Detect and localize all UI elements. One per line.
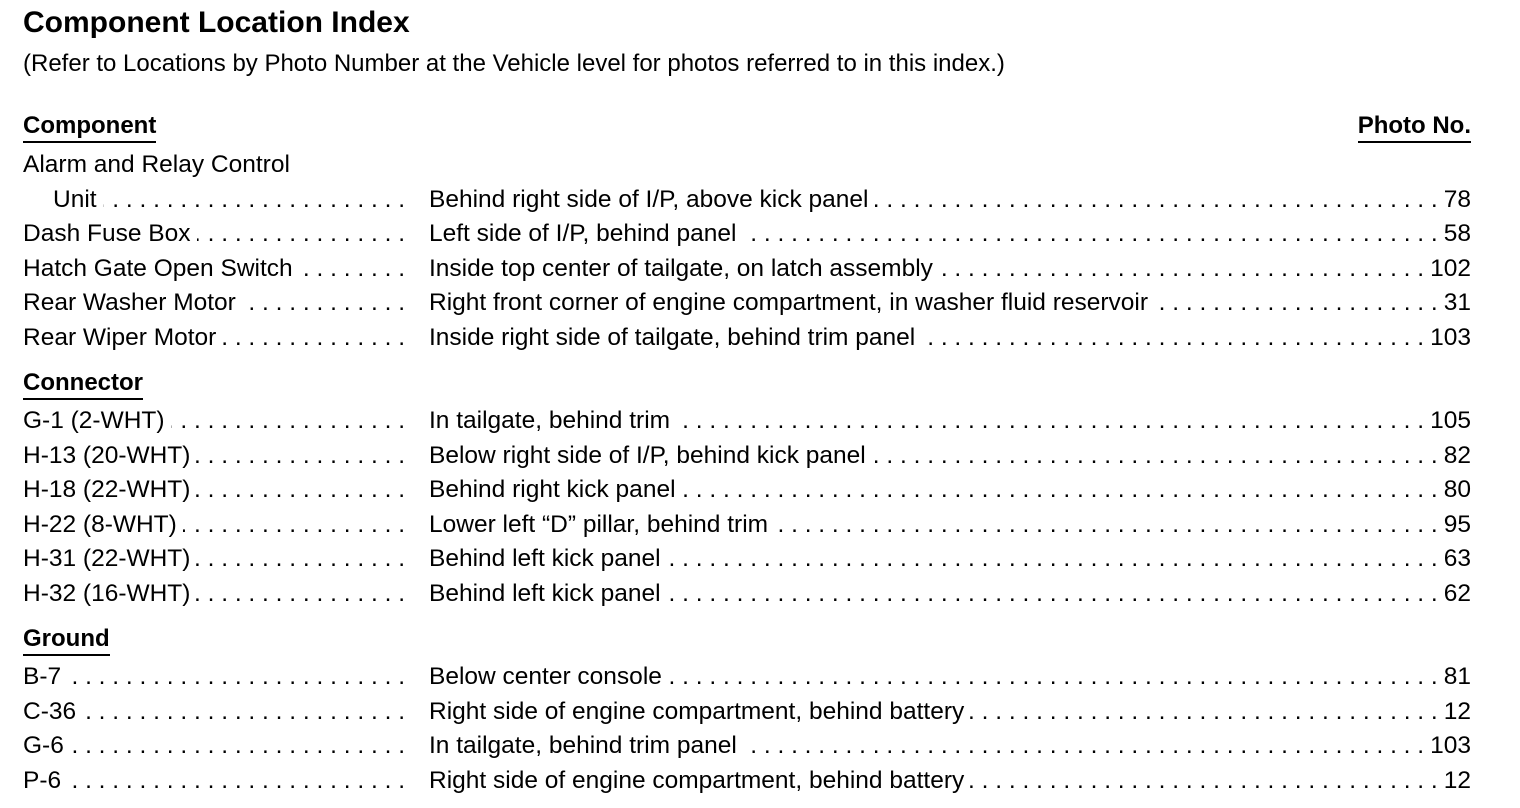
component-location: Right front corner of engine compartment, in washer fluid reservoir . . . 31 [429, 286, 1471, 320]
photo-number: 12 [1443, 767, 1471, 794]
component-header: Component [23, 111, 156, 143]
connector-location: Behind left kick panel . . . 63 [429, 542, 1471, 576]
connector-location: Lower left “D” pillar, behind trim . . . 95 [429, 508, 1471, 542]
photo-number: 31 [1443, 289, 1471, 316]
connector-row [23, 508, 1471, 542]
photo-number: 58 [1443, 220, 1471, 247]
ground-row [23, 660, 1471, 694]
component-row [23, 321, 1471, 355]
photo-number: 12 [1443, 698, 1471, 725]
connector-location: In tailgate, behind trim . . . 105 [429, 404, 1471, 438]
page-subtitle: (Refer to Locations by Photo Number at the Vehicle level for photos referred to in this index.) [23, 50, 1005, 77]
photo-number: 103 [1430, 324, 1471, 351]
ground-row [23, 764, 1471, 798]
photo-number: 62 [1443, 580, 1471, 607]
component-name: Hatch Gate Open Switch . . . [23, 252, 411, 286]
component-name: Dash Fuse Box . . . [23, 217, 411, 251]
ground-name: B-7 . . . [23, 660, 411, 694]
connector-row [23, 542, 1471, 576]
ground-location: Right side of engine compartment, behind battery . . . 12 [429, 764, 1471, 798]
connector-name: G-1 (2-WHT) . . . [23, 404, 411, 438]
ground-name: P-6 . . . [23, 764, 411, 798]
ground-row [23, 729, 1471, 763]
photo-no-header: Photo No. [1358, 111, 1471, 143]
component-location: Left side of I/P, behind panel . . . 58 [429, 217, 1471, 251]
photo-number: 105 [1430, 407, 1471, 434]
component-row [23, 217, 1471, 251]
ground-header: Ground [23, 624, 110, 656]
component-name: Rear Washer Motor . . . [23, 286, 411, 320]
photo-number: 80 [1443, 476, 1471, 503]
ground-location: In tailgate, behind trim panel . . . 103 [429, 729, 1471, 763]
component-location: Inside right side of tailgate, behind trim panel . . . 103 [429, 321, 1471, 355]
connector-name: H-22 (8-WHT) . . . [23, 508, 411, 542]
component-name: Unit . . . [53, 183, 411, 217]
component-name: Alarm and Relay Control [23, 151, 290, 178]
connector-header: Connector [23, 368, 143, 400]
connector-row [23, 577, 1471, 611]
ground-name: G-6 . . . [23, 729, 411, 763]
photo-number: 78 [1443, 186, 1471, 213]
component-row [23, 183, 1471, 217]
connector-location: Behind left kick panel . . . 62 [429, 577, 1471, 611]
component-location: Inside top center of tailgate, on latch assembly . . . 102 [429, 252, 1471, 286]
photo-number: 102 [1430, 255, 1471, 282]
page-title: Component Location Index [23, 6, 410, 39]
connector-name: H-13 (20-WHT) . . . [23, 439, 411, 473]
ground-location: Below center console . . . 81 [429, 660, 1471, 694]
ground-row [23, 695, 1471, 729]
connector-name: H-32 (16-WHT) . . . [23, 577, 411, 611]
photo-number: 103 [1430, 732, 1471, 759]
connector-location: Behind right kick panel . . . 80 [429, 473, 1471, 507]
photo-number: 95 [1443, 511, 1471, 538]
photo-number: 81 [1443, 663, 1471, 690]
component-name-line [23, 148, 1471, 182]
component-location: Behind right side of I/P, above kick panel . . . 78 [429, 183, 1471, 217]
ground-name: C-36 . . . [23, 695, 411, 729]
connector-location: Below right side of I/P, behind kick panel . . . 82 [429, 439, 1471, 473]
photo-number: 63 [1443, 545, 1471, 572]
component-row [23, 252, 1471, 286]
connector-name: H-31 (22-WHT) . . . [23, 542, 411, 576]
connector-row [23, 404, 1471, 438]
component-name: Rear Wiper Motor . . . [23, 321, 411, 355]
connector-row [23, 439, 1471, 473]
photo-number: 82 [1443, 442, 1471, 469]
connector-row [23, 473, 1471, 507]
component-row [23, 286, 1471, 320]
ground-location: Right side of engine compartment, behind battery . . . 12 [429, 695, 1471, 729]
connector-name: H-18 (22-WHT) . . . [23, 473, 411, 507]
